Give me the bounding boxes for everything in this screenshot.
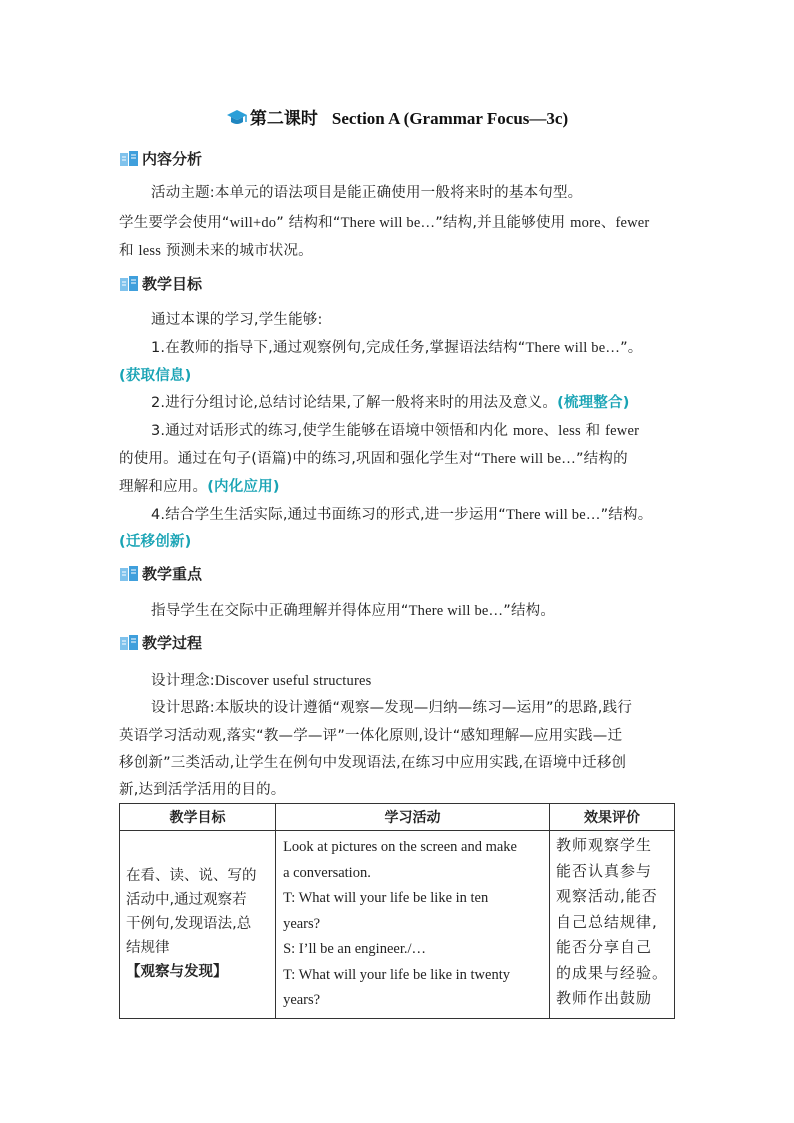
objective-3-cont: 的使用。通过在句子(语篇)中的练习,巩固和强化学生对“There will be…”结构的 [119, 451, 628, 467]
analysis-line-1: 活动主题:本单元的语法项目是能正确使用一般将来时的基本句型。 [151, 185, 583, 201]
analysis-line-2: 学生要学会使用“will+do” 结构和“There will be…”结构,并且能够使用 more、fewer [119, 215, 650, 231]
activity-cell: Look at pictures on the screen and make a conversation. T: What will your life be like in ten years? S: I’ll be an engineer./… T: What will your life be like in twenty years? [276, 831, 550, 1019]
objective-4: 4.结合学生生活实际,通过书面练习的形式,进一步运用“There will be…”结构。 [151, 507, 653, 523]
book-icon [119, 634, 139, 652]
section-heading-key-point: 教学重点 [119, 563, 202, 585]
key-point-text: 指导学生在交际中正确理解并得体应用“There will be…”结构。 [151, 603, 556, 619]
table-header-goal: 教学目标 [120, 804, 276, 831]
design-idea-line-4: 新,达到活学活用的目的。 [119, 782, 286, 798]
title-en: Section A (Grammar Focus—3c) [331, 109, 569, 128]
book-icon [119, 275, 139, 293]
design-idea-line-2: 英语学习活动观,落实“教—学—评”一体化原则,设计“感知理解—应用实践—迁 [119, 728, 623, 744]
table-row [120, 831, 675, 1019]
graduation-cap-icon [226, 109, 248, 132]
table-header-row [120, 804, 675, 831]
analysis-line-3: 和 less 预测未来的城市状况。 [119, 243, 313, 259]
objective-1-tag: (获取信息) [119, 368, 192, 384]
page-title [0, 104, 794, 132]
section-heading-analysis: 内容分析 [119, 148, 202, 170]
goal-cell: 在看、读、说、写的 活动中,通过观察若 干例句,发现语法,总 结规律【观察与发现】 [120, 831, 276, 1019]
title-cn: 第二课时 [249, 109, 318, 129]
objective-3-end: 理解和应用。(内化应用) [119, 479, 280, 495]
section-heading-process: 教学过程 [119, 632, 202, 654]
evaluation-cell: 教师观察学生 能否认真参与 观察活动,能否 自己总结规律, 能否分享自己 的成果与经验。 教师作出鼓励 [549, 831, 674, 1019]
design-idea-line-3: 移创新”三类活动,让学生在例句中发现语法,在练习中应用实践,在语境中迁移创 [119, 755, 627, 771]
objective-1: 1.在教师的指导下,通过观察例句,完成任务,掌握语法结构“There will be…”。 [151, 340, 643, 356]
objective-4-tag: (迁移创新) [119, 534, 192, 550]
table-header-activity: 学习活动 [276, 804, 550, 831]
design-idea-line-1: 设计思路:本版块的设计遵循“观察—发现—归纳—练习—运用”的思路,践行 [151, 700, 633, 716]
process-table [119, 803, 675, 1019]
book-icon [119, 565, 139, 583]
objective-3: 3.通过对话形式的练习,使学生能够在语境中领悟和内化 more、less 和 fewer [151, 423, 640, 439]
objectives-intro: 通过本课的学习,学生能够: [151, 312, 323, 328]
book-icon [119, 150, 139, 168]
objective-2: 2.进行分组讨论,总结讨论结果,了解一般将来时的用法及意义。(梳理整合) [151, 395, 630, 411]
design-concept: 设计理念:Discover useful structures [151, 673, 372, 689]
section-heading-objectives: 教学目标 [119, 273, 202, 295]
table-header-evaluation: 效果评价 [549, 804, 674, 831]
